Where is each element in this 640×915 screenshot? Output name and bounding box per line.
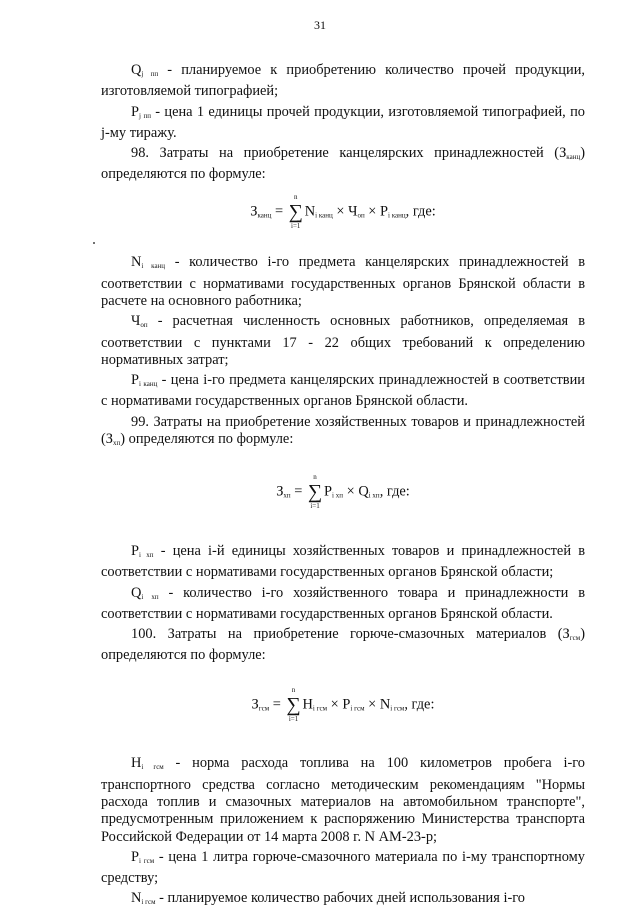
sub-i-gsm: i гсм bbox=[350, 704, 365, 713]
definition-p-i-kanc bbox=[101, 372, 585, 411]
sub-i-gsm: i гсм bbox=[312, 704, 328, 713]
symbol-n: N bbox=[131, 890, 142, 907]
sub-i-hp: i хп bbox=[139, 550, 154, 559]
sub-i-gsm: i гсм bbox=[141, 898, 156, 907]
symbol-p: P bbox=[131, 542, 140, 559]
sum-sign bbox=[288, 192, 304, 230]
definition-text: - планируемое количество рабочих дней использования i-го bbox=[155, 890, 525, 907]
sum-lower: i=1 bbox=[291, 221, 301, 230]
times-sign: × bbox=[336, 203, 345, 220]
paragraph-text: 98. Затраты на приобретение канцелярских принадлежностей (З bbox=[131, 145, 567, 162]
symbol-h: H bbox=[302, 696, 313, 713]
paragraph-text-end: ) определяются по формуле: bbox=[120, 431, 294, 448]
sigma-icon: ∑ bbox=[307, 481, 323, 504]
formula-hp bbox=[101, 473, 585, 511]
sub-kanc: канц bbox=[257, 211, 272, 220]
symbol-q: Q bbox=[358, 483, 369, 500]
definition-text: - расчетная численность основных работников, определяемая в соответствии с пунктами 17 - 22 общих требований к определению нормативных затрат; bbox=[101, 313, 585, 368]
symbol-q: Q bbox=[131, 62, 142, 78]
definition-q-j-pp bbox=[101, 62, 585, 101]
sigma-icon: ∑ bbox=[288, 200, 303, 223]
sum-lower: i=1 bbox=[288, 714, 299, 723]
definition-text: - цена 1 единицы прочей продукции, изготовляемой типографией, по j-му тиражу. bbox=[101, 103, 585, 141]
sub-i-kanc: i канц bbox=[388, 211, 406, 220]
symbol-p: P bbox=[380, 203, 389, 220]
equals-sign: = bbox=[275, 203, 284, 220]
sub-i-kanc: i канц bbox=[141, 262, 166, 271]
sum-sign bbox=[286, 685, 302, 723]
symbol-z: З bbox=[276, 483, 284, 500]
sum-lower: i=1 bbox=[310, 502, 320, 511]
definition-text: - цена i-й единицы хозяйственных товаров и принадлежностей в соответствии с нормативами государственных органов Брянской области; bbox=[101, 542, 585, 581]
definition-p-j-pp bbox=[101, 104, 585, 143]
sum-sign bbox=[307, 473, 323, 511]
definition-p-i-gsm bbox=[101, 849, 585, 888]
times-sign: × bbox=[346, 483, 355, 500]
sub-i-hp: i хп bbox=[332, 491, 343, 500]
symbol-p: P bbox=[131, 848, 140, 865]
times-sign: × bbox=[330, 696, 339, 713]
sub-i-hp: i хп bbox=[368, 491, 380, 500]
times-sign: × bbox=[368, 203, 377, 220]
definition-p-i-hp bbox=[101, 543, 585, 582]
sub-j-pp: j пп bbox=[141, 70, 159, 78]
sub-hp: хп bbox=[113, 439, 121, 448]
sum-upper: n bbox=[313, 473, 317, 482]
sub-kanc: канц bbox=[566, 153, 581, 162]
symbol-n: N bbox=[304, 203, 316, 220]
definition-n-i-gsm bbox=[101, 890, 585, 911]
symbol-z: З bbox=[251, 696, 259, 713]
sum-upper: n bbox=[291, 685, 296, 694]
sigma-icon: ∑ bbox=[286, 693, 301, 716]
sub-hp: хп bbox=[283, 491, 291, 500]
sub-i-gsm: i гсм bbox=[139, 856, 155, 865]
sub-i-kanc: i канц bbox=[315, 211, 333, 220]
definition-text: - количество i-го хозяйственного товара и принадлежности в соответствии с нормативами государственных органов Брянской области. bbox=[101, 584, 585, 622]
paragraph-text-end: ) определяются по формуле: bbox=[101, 145, 585, 183]
definition-text: - планируемое к приобретению количество прочей продукции, изготовляемой типографией; bbox=[101, 62, 586, 100]
definition-n-i-kanc bbox=[101, 254, 585, 310]
definition-text: - цена i-го предмета канцелярских принадлежностей в соответствии с нормативами государственных органов Брянской области. bbox=[101, 372, 585, 410]
symbol-p: P bbox=[131, 103, 140, 120]
document-body bbox=[101, 62, 585, 915]
paragraph-99 bbox=[101, 414, 585, 453]
definition-text: - количество i-го предмета канцелярских принадлежностей в соответствии с нормативами государственных органов Брянской области в расчете на основного работника; bbox=[101, 254, 585, 309]
where-text: , где: bbox=[379, 483, 410, 500]
formula-kanc bbox=[101, 192, 585, 230]
symbol-p: P bbox=[342, 696, 351, 713]
sub-gsm: гсм bbox=[258, 704, 270, 713]
paragraph-text-end: ) определяются по формуле: bbox=[101, 626, 585, 664]
scan-speck bbox=[93, 242, 95, 244]
paragraph-98 bbox=[101, 145, 585, 184]
symbol-ch: Ч bbox=[348, 203, 358, 220]
symbol-p: P bbox=[131, 372, 140, 389]
sum-upper: n bbox=[293, 192, 298, 201]
definition-text: - норма расхода топлива на 100 километров пробега i-го транспортного средства согласно методическим рекомендациям "Нормы расхода топлив и смазочных материалов на автомобильном транспорте", предусмотренным приложением к распоряжению Министерства транспорта Российской Федерации от 14 марта 2008 г. N АМ-23-р; bbox=[101, 755, 585, 845]
sub-i-kanc: i канц bbox=[139, 380, 158, 389]
paragraph-text: 100. Затраты на приобретение горюче-смазочных материалов (З bbox=[131, 626, 570, 643]
definition-ch-op bbox=[101, 313, 585, 369]
page-number: 31 bbox=[314, 18, 326, 32]
symbol-n: N bbox=[379, 696, 391, 713]
sub-gsm: гсм bbox=[569, 634, 581, 643]
sub-i-hp: i хп bbox=[141, 592, 159, 601]
sub-j-pp: j пп bbox=[139, 111, 151, 120]
symbol-h: H bbox=[131, 755, 142, 772]
sub-op: оп bbox=[357, 211, 365, 220]
symbol-q: Q bbox=[131, 584, 142, 601]
where-text: , где: bbox=[404, 696, 435, 713]
where-text: , где: bbox=[405, 203, 436, 220]
paragraph-100 bbox=[101, 626, 585, 665]
formula-gsm bbox=[101, 685, 585, 723]
definition-text: - цена 1 литра горюче-смазочного материала по i-му транспортному средству; bbox=[101, 848, 585, 887]
symbol-p: P bbox=[324, 483, 333, 500]
equals-sign: = bbox=[272, 696, 281, 713]
symbol-n: N bbox=[131, 254, 142, 271]
symbol-ch: Ч bbox=[131, 313, 141, 330]
sub-i-gsm: i гсм bbox=[141, 763, 164, 772]
definition-q-i-hp bbox=[101, 585, 585, 624]
sub-i-gsm: i гсм bbox=[390, 704, 405, 713]
times-sign: × bbox=[368, 696, 377, 713]
paragraph-text: 99. Затраты на приобретение хозяйственных товаров и принадлежностей (З bbox=[101, 413, 585, 448]
sub-op: оп bbox=[140, 321, 148, 330]
symbol-z: З bbox=[250, 203, 258, 220]
equals-sign: = bbox=[294, 483, 303, 500]
definition-h-i-gsm bbox=[101, 755, 585, 845]
